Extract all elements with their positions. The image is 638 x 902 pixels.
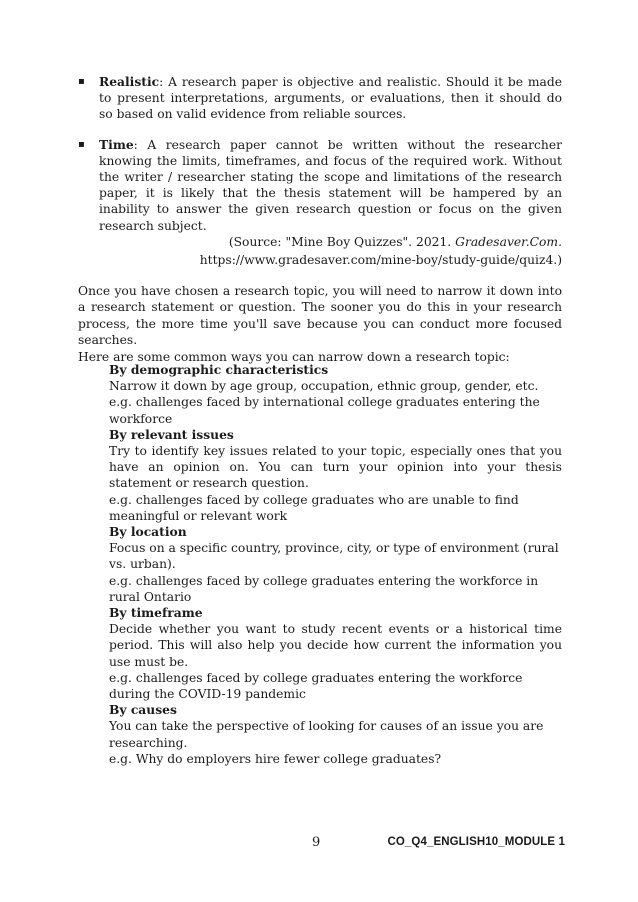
method-description: Narrow it down by age group, occupation, ethnic group, gender, etc. xyxy=(109,379,539,394)
method-block xyxy=(109,362,562,427)
method-description: Focus on a specific country, province, city, or type of environment (rural vs. urban). xyxy=(109,541,559,572)
method-description: Decide whether you want to study recent events or a historical time period. This will also help you decide how current the information you use must be. xyxy=(109,622,562,669)
method-example: e.g. challenges faced by college graduates entering the workforce in rural Ontario xyxy=(109,573,539,604)
criteria-list xyxy=(78,74,562,248)
method-example: e.g. challenges faced by college graduates who are unable to find meaningful or relevant work xyxy=(109,492,519,523)
bullet-term: Time xyxy=(99,136,134,152)
source-citation xyxy=(78,233,562,269)
narrowing-methods xyxy=(109,362,562,767)
bullet-icon: ▪ xyxy=(78,76,85,87)
source-url: https://www.gradesaver.com/mine-boy/study-guide/quiz4.) xyxy=(199,253,562,267)
method-heading: By timeframe xyxy=(109,605,203,621)
method-block xyxy=(109,524,562,605)
intro-text: Here are some common ways you can narrow down a research topic: xyxy=(78,349,510,364)
bullet-text: : A research paper cannot be written without the researcher knowing the limits, timeframes, and focus of the required work. Without the writer / researcher stating the scope and limitations of the research paper, it is likely that the thesis statement will be hampered by an inability to answer the given research question or focus on the given research subject. xyxy=(99,137,562,233)
bullet-icon: ▪ xyxy=(78,138,85,150)
method-heading: By causes xyxy=(109,702,177,718)
method-block xyxy=(109,427,562,524)
source-site: Gradesaver.Com. xyxy=(455,235,562,249)
module-code: CO_Q4_ENGLISH10_MODULE 1 xyxy=(387,836,565,848)
bullet-text: : A research paper is objective and realistic. Should it be made to present interpretations, arguments, or evaluations, then it should do so based on valid evidence from reliable sources. xyxy=(99,75,562,122)
intro-paragraph xyxy=(78,283,562,365)
method-block xyxy=(109,702,562,767)
method-heading: By relevant issues xyxy=(109,426,234,442)
method-description: You can take the perspective of looking for causes of an issue you are researching. xyxy=(109,719,544,750)
list-item xyxy=(78,74,562,123)
method-heading: By location xyxy=(109,524,187,540)
method-example: e.g. Why do employers hire fewer college graduates? xyxy=(109,751,442,766)
method-heading: By demographic characteristics xyxy=(109,362,329,377)
method-description: Try to identify key issues related to your topic, especially ones that you have an opinion on. You can turn your opinion into your thesis statement or research question. xyxy=(109,444,562,491)
method-block xyxy=(109,605,562,702)
source-prefix: (Source: "Mine Boy Quizzes". 2021. xyxy=(228,235,456,249)
intro-text: Once you have chosen a research topic, you will need to narrow it down into a research statement or question. The sooner you do this in your research process, the more time you'll save because you can conduct more focused searches. xyxy=(78,284,562,348)
list-item xyxy=(78,137,562,234)
method-example: e.g. challenges faced by college graduates entering the workforce during the COVID-19 pandemic xyxy=(109,670,523,702)
bullet-term: Realistic xyxy=(99,74,160,89)
page-number: 9 xyxy=(312,835,321,850)
method-example: e.g. challenges faced by international college graduates entering the workforce xyxy=(109,395,540,426)
